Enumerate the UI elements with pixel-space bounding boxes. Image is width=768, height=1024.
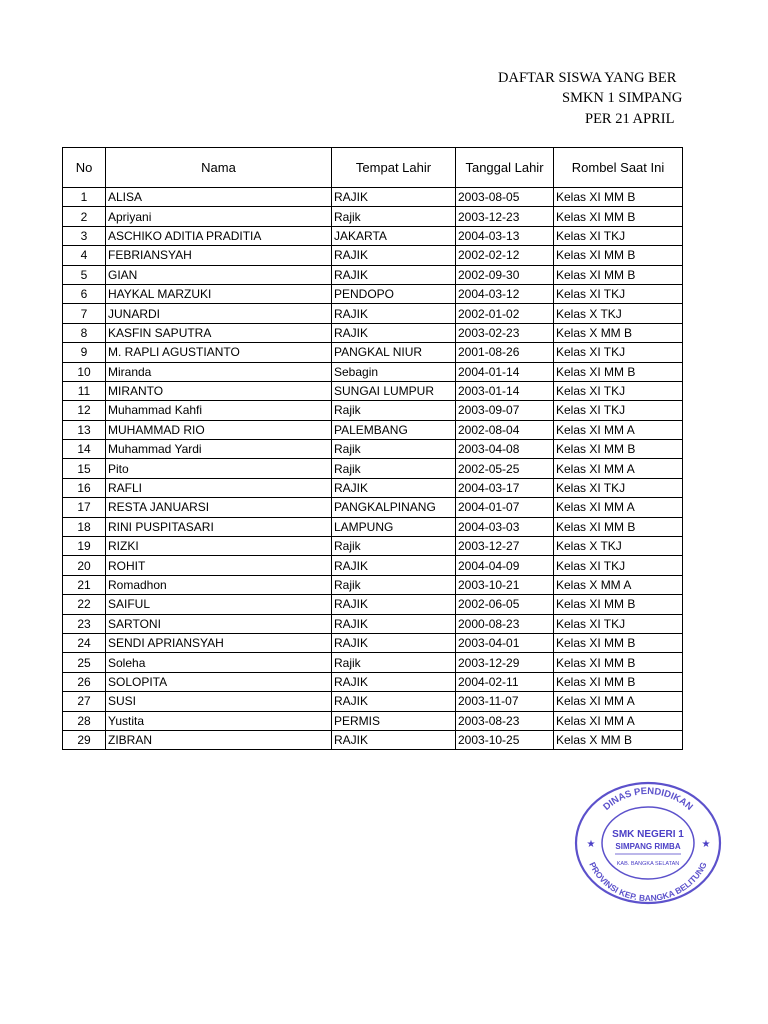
cell-rombel: Kelas XI MM B bbox=[554, 633, 683, 652]
cell-no: 16 bbox=[63, 478, 106, 497]
cell-rombel: Kelas XI MM B bbox=[554, 188, 683, 207]
cell-tanggal-lahir: 2003-09-07 bbox=[456, 401, 554, 420]
cell-tempat-lahir: Rajik bbox=[332, 440, 456, 459]
cell-no: 26 bbox=[63, 672, 106, 691]
cell-tempat-lahir: PENDOPO bbox=[332, 284, 456, 303]
cell-no: 22 bbox=[63, 595, 106, 614]
cell-no: 29 bbox=[63, 730, 106, 749]
stamp-line-3: KAB. BANGKA SELATAN bbox=[616, 861, 680, 867]
cell-nama: Pito bbox=[106, 459, 332, 478]
stamp-outer-top: DINAS PENDIDIKAN bbox=[601, 785, 695, 813]
cell-tanggal-lahir: 2003-04-01 bbox=[456, 633, 554, 652]
table-row bbox=[63, 478, 683, 497]
cell-tempat-lahir: RAJIK bbox=[332, 633, 456, 652]
cell-tempat-lahir: Rajik bbox=[332, 401, 456, 420]
cell-no: 6 bbox=[63, 284, 106, 303]
cell-tempat-lahir: RAJIK bbox=[332, 188, 456, 207]
cell-nama: SOLOPITA bbox=[106, 672, 332, 691]
table-row bbox=[63, 207, 683, 226]
table-row bbox=[63, 575, 683, 594]
cell-nama: ZIBRAN bbox=[106, 730, 332, 749]
cell-rombel: Kelas XI MM B bbox=[554, 653, 683, 672]
table-row bbox=[63, 420, 683, 439]
table-row bbox=[63, 362, 683, 381]
cell-tanggal-lahir: 2002-09-30 bbox=[456, 265, 554, 284]
cell-no: 10 bbox=[63, 362, 106, 381]
cell-tanggal-lahir: 2002-08-04 bbox=[456, 420, 554, 439]
table-row bbox=[63, 517, 683, 536]
cell-tanggal-lahir: 2002-05-25 bbox=[456, 459, 554, 478]
cell-rombel: Kelas XI MM B bbox=[554, 440, 683, 459]
cell-no: 24 bbox=[63, 633, 106, 652]
cell-no: 12 bbox=[63, 401, 106, 420]
cell-no: 28 bbox=[63, 711, 106, 730]
cell-tempat-lahir: PALEMBANG bbox=[332, 420, 456, 439]
cell-rombel: Kelas XI MM A bbox=[554, 498, 683, 517]
cell-nama: ASCHIKO ADITIA PRADITIA bbox=[106, 226, 332, 245]
cell-rombel: Kelas XI TKJ bbox=[554, 381, 683, 400]
cell-tempat-lahir: PANGKAL NIUR bbox=[332, 343, 456, 362]
table-row bbox=[63, 595, 683, 614]
stamp-line-2: SIMPANG RIMBA bbox=[615, 842, 681, 851]
cell-tempat-lahir: RAJIK bbox=[332, 672, 456, 691]
cell-rombel: Kelas XI MM B bbox=[554, 246, 683, 265]
school-stamp bbox=[573, 779, 723, 905]
cell-tanggal-lahir: 2004-04-09 bbox=[456, 556, 554, 575]
cell-rombel: Kelas XI MM B bbox=[554, 207, 683, 226]
cell-rombel: Kelas XI MM B bbox=[554, 517, 683, 536]
column-header-rombel: Rombel Saat Ini bbox=[554, 148, 683, 188]
stamp-line-1: SMK NEGERI 1 bbox=[612, 829, 684, 840]
cell-nama: Yustita bbox=[106, 711, 332, 730]
table-row bbox=[63, 498, 683, 517]
cell-nama: RAFLI bbox=[106, 478, 332, 497]
table-row bbox=[63, 653, 683, 672]
table-row bbox=[63, 246, 683, 265]
star-left-icon: ★ bbox=[586, 839, 596, 850]
cell-no: 13 bbox=[63, 420, 106, 439]
table-row bbox=[63, 284, 683, 303]
cell-no: 8 bbox=[63, 323, 106, 342]
cell-no: 2 bbox=[63, 207, 106, 226]
cell-tanggal-lahir: 2003-11-07 bbox=[456, 692, 554, 711]
cell-no: 17 bbox=[63, 498, 106, 517]
table-row bbox=[63, 265, 683, 284]
cell-rombel: Kelas X TKJ bbox=[554, 304, 683, 323]
cell-rombel: Kelas XI TKJ bbox=[554, 226, 683, 245]
cell-nama: SENDI APRIANSYAH bbox=[106, 633, 332, 652]
cell-tempat-lahir: Rajik bbox=[332, 653, 456, 672]
header-date: PER 21 APRIL bbox=[585, 111, 675, 127]
cell-tempat-lahir: SUNGAI LUMPUR bbox=[332, 381, 456, 400]
cell-tempat-lahir: Rajik bbox=[332, 537, 456, 556]
table-row bbox=[63, 381, 683, 400]
cell-nama: JUNARDI bbox=[106, 304, 332, 323]
cell-tanggal-lahir: 2001-08-26 bbox=[456, 343, 554, 362]
table-row bbox=[63, 226, 683, 245]
star-right-icon: ★ bbox=[701, 839, 711, 850]
cell-rombel: Kelas XI MM B bbox=[554, 672, 683, 691]
cell-tanggal-lahir: 2002-06-05 bbox=[456, 595, 554, 614]
cell-tempat-lahir: RAJIK bbox=[332, 595, 456, 614]
cell-nama: RIZKI bbox=[106, 537, 332, 556]
cell-rombel: Kelas XI TKJ bbox=[554, 614, 683, 633]
cell-nama: ROHIT bbox=[106, 556, 332, 575]
cell-tanggal-lahir: 2004-02-11 bbox=[456, 672, 554, 691]
cell-tempat-lahir: Rajik bbox=[332, 207, 456, 226]
cell-tempat-lahir: RAJIK bbox=[332, 246, 456, 265]
cell-tanggal-lahir: 2003-12-29 bbox=[456, 653, 554, 672]
cell-tempat-lahir: LAMPUNG bbox=[332, 517, 456, 536]
table-header-row bbox=[63, 148, 683, 188]
cell-rombel: Kelas XI TKJ bbox=[554, 556, 683, 575]
cell-tanggal-lahir: 2004-03-13 bbox=[456, 226, 554, 245]
cell-nama: RESTA JANUARSI bbox=[106, 498, 332, 517]
table-row bbox=[63, 188, 683, 207]
cell-rombel: Kelas X MM B bbox=[554, 323, 683, 342]
cell-nama: MUHAMMAD RIO bbox=[106, 420, 332, 439]
cell-no: 27 bbox=[63, 692, 106, 711]
cell-tempat-lahir: Sebagin bbox=[332, 362, 456, 381]
cell-nama: ALISA bbox=[106, 188, 332, 207]
cell-tempat-lahir: RAJIK bbox=[332, 692, 456, 711]
cell-rombel: Kelas XI MM A bbox=[554, 420, 683, 439]
cell-no: 15 bbox=[63, 459, 106, 478]
cell-nama: Muhammad Yardi bbox=[106, 440, 332, 459]
cell-tanggal-lahir: 2002-02-12 bbox=[456, 246, 554, 265]
table-row bbox=[63, 614, 683, 633]
cell-tanggal-lahir: 2003-08-05 bbox=[456, 188, 554, 207]
table-row bbox=[63, 633, 683, 652]
document-header bbox=[0, 0, 685, 140]
cell-no: 23 bbox=[63, 614, 106, 633]
cell-tanggal-lahir: 2002-01-02 bbox=[456, 304, 554, 323]
cell-rombel: Kelas XI TKJ bbox=[554, 401, 683, 420]
cell-no: 19 bbox=[63, 537, 106, 556]
table-row bbox=[63, 730, 683, 749]
table-row bbox=[63, 692, 683, 711]
cell-nama: RINI PUSPITASARI bbox=[106, 517, 332, 536]
cell-rombel: Kelas XI TKJ bbox=[554, 284, 683, 303]
cell-tempat-lahir: RAJIK bbox=[332, 556, 456, 575]
stamp-outer-bottom: PROVINSI KEP. BANGKA BELITUNG bbox=[587, 860, 709, 904]
cell-tempat-lahir: PERMIS bbox=[332, 711, 456, 730]
cell-tanggal-lahir: 2004-01-07 bbox=[456, 498, 554, 517]
cell-nama: SAIFUL bbox=[106, 595, 332, 614]
cell-nama: KASFIN SAPUTRA bbox=[106, 323, 332, 342]
cell-tanggal-lahir: 2003-10-25 bbox=[456, 730, 554, 749]
table-row bbox=[63, 711, 683, 730]
table-row bbox=[63, 323, 683, 342]
cell-nama: MIRANTO bbox=[106, 381, 332, 400]
cell-tempat-lahir: RAJIK bbox=[332, 304, 456, 323]
cell-no: 9 bbox=[63, 343, 106, 362]
cell-tanggal-lahir: 2004-03-17 bbox=[456, 478, 554, 497]
table-row bbox=[63, 672, 683, 691]
column-header-tanggal-lahir: Tanggal Lahir bbox=[456, 148, 554, 188]
cell-tempat-lahir: RAJIK bbox=[332, 730, 456, 749]
cell-nama: HAYKAL MARZUKI bbox=[106, 284, 332, 303]
cell-tempat-lahir: RAJIK bbox=[332, 614, 456, 633]
header-title: DAFTAR SISWA YANG BER bbox=[498, 70, 677, 86]
cell-tanggal-lahir: 2003-08-23 bbox=[456, 711, 554, 730]
cell-no: 7 bbox=[63, 304, 106, 323]
cell-nama: Muhammad Kahfi bbox=[106, 401, 332, 420]
table-body bbox=[63, 188, 683, 750]
cell-no: 14 bbox=[63, 440, 106, 459]
cell-no: 11 bbox=[63, 381, 106, 400]
cell-no: 21 bbox=[63, 575, 106, 594]
column-header-tempat-lahir: Tempat Lahir bbox=[332, 148, 456, 188]
cell-no: 20 bbox=[63, 556, 106, 575]
cell-nama: M. RAPLI AGUSTIANTO bbox=[106, 343, 332, 362]
cell-rombel: Kelas X MM B bbox=[554, 730, 683, 749]
cell-nama: FEBRIANSYAH bbox=[106, 246, 332, 265]
cell-tanggal-lahir: 2004-03-03 bbox=[456, 517, 554, 536]
cell-nama: SUSI bbox=[106, 692, 332, 711]
table-row bbox=[63, 537, 683, 556]
cell-rombel: Kelas XI TKJ bbox=[554, 343, 683, 362]
cell-rombel: Kelas XI MM A bbox=[554, 711, 683, 730]
table-row bbox=[63, 304, 683, 323]
cell-nama: GIAN bbox=[106, 265, 332, 284]
cell-tempat-lahir: PANGKALPINANG bbox=[332, 498, 456, 517]
cell-no: 1 bbox=[63, 188, 106, 207]
cell-rombel: Kelas XI MM B bbox=[554, 362, 683, 381]
table-row bbox=[63, 459, 683, 478]
cell-nama: Apriyani bbox=[106, 207, 332, 226]
cell-tanggal-lahir: 2003-02-23 bbox=[456, 323, 554, 342]
cell-tempat-lahir: Rajik bbox=[332, 459, 456, 478]
table-row bbox=[63, 343, 683, 362]
table-row bbox=[63, 401, 683, 420]
cell-rombel: Kelas XI MM B bbox=[554, 265, 683, 284]
table-row bbox=[63, 556, 683, 575]
cell-rombel: Kelas X MM A bbox=[554, 575, 683, 594]
cell-tanggal-lahir: 2000-08-23 bbox=[456, 614, 554, 633]
header-school: SMKN 1 SIMPANG bbox=[562, 90, 683, 106]
cell-tempat-lahir: RAJIK bbox=[332, 265, 456, 284]
cell-rombel: Kelas X TKJ bbox=[554, 537, 683, 556]
cell-tanggal-lahir: 2003-10-21 bbox=[456, 575, 554, 594]
cell-tempat-lahir: RAJIK bbox=[332, 478, 456, 497]
cell-no: 25 bbox=[63, 653, 106, 672]
column-header-no: No bbox=[63, 148, 106, 188]
cell-no: 18 bbox=[63, 517, 106, 536]
cell-no: 4 bbox=[63, 246, 106, 265]
student-table bbox=[62, 147, 683, 750]
table-row bbox=[63, 440, 683, 459]
cell-rombel: Kelas XI MM A bbox=[554, 459, 683, 478]
cell-nama: Soleha bbox=[106, 653, 332, 672]
cell-nama: Romadhon bbox=[106, 575, 332, 594]
cell-nama: SARTONI bbox=[106, 614, 332, 633]
cell-tempat-lahir: Rajik bbox=[332, 575, 456, 594]
cell-no: 3 bbox=[63, 226, 106, 245]
cell-tanggal-lahir: 2004-03-12 bbox=[456, 284, 554, 303]
cell-tanggal-lahir: 2004-01-14 bbox=[456, 362, 554, 381]
cell-tanggal-lahir: 2003-01-14 bbox=[456, 381, 554, 400]
cell-tanggal-lahir: 2003-12-23 bbox=[456, 207, 554, 226]
cell-rombel: Kelas XI TKJ bbox=[554, 478, 683, 497]
cell-rombel: Kelas XI MM A bbox=[554, 692, 683, 711]
cell-rombel: Kelas XI MM B bbox=[554, 595, 683, 614]
cell-tanggal-lahir: 2003-12-27 bbox=[456, 537, 554, 556]
cell-tanggal-lahir: 2003-04-08 bbox=[456, 440, 554, 459]
cell-nama: Miranda bbox=[106, 362, 332, 381]
cell-tempat-lahir: JAKARTA bbox=[332, 226, 456, 245]
column-header-nama: Nama bbox=[106, 148, 332, 188]
cell-tempat-lahir: RAJIK bbox=[332, 323, 456, 342]
cell-no: 5 bbox=[63, 265, 106, 284]
